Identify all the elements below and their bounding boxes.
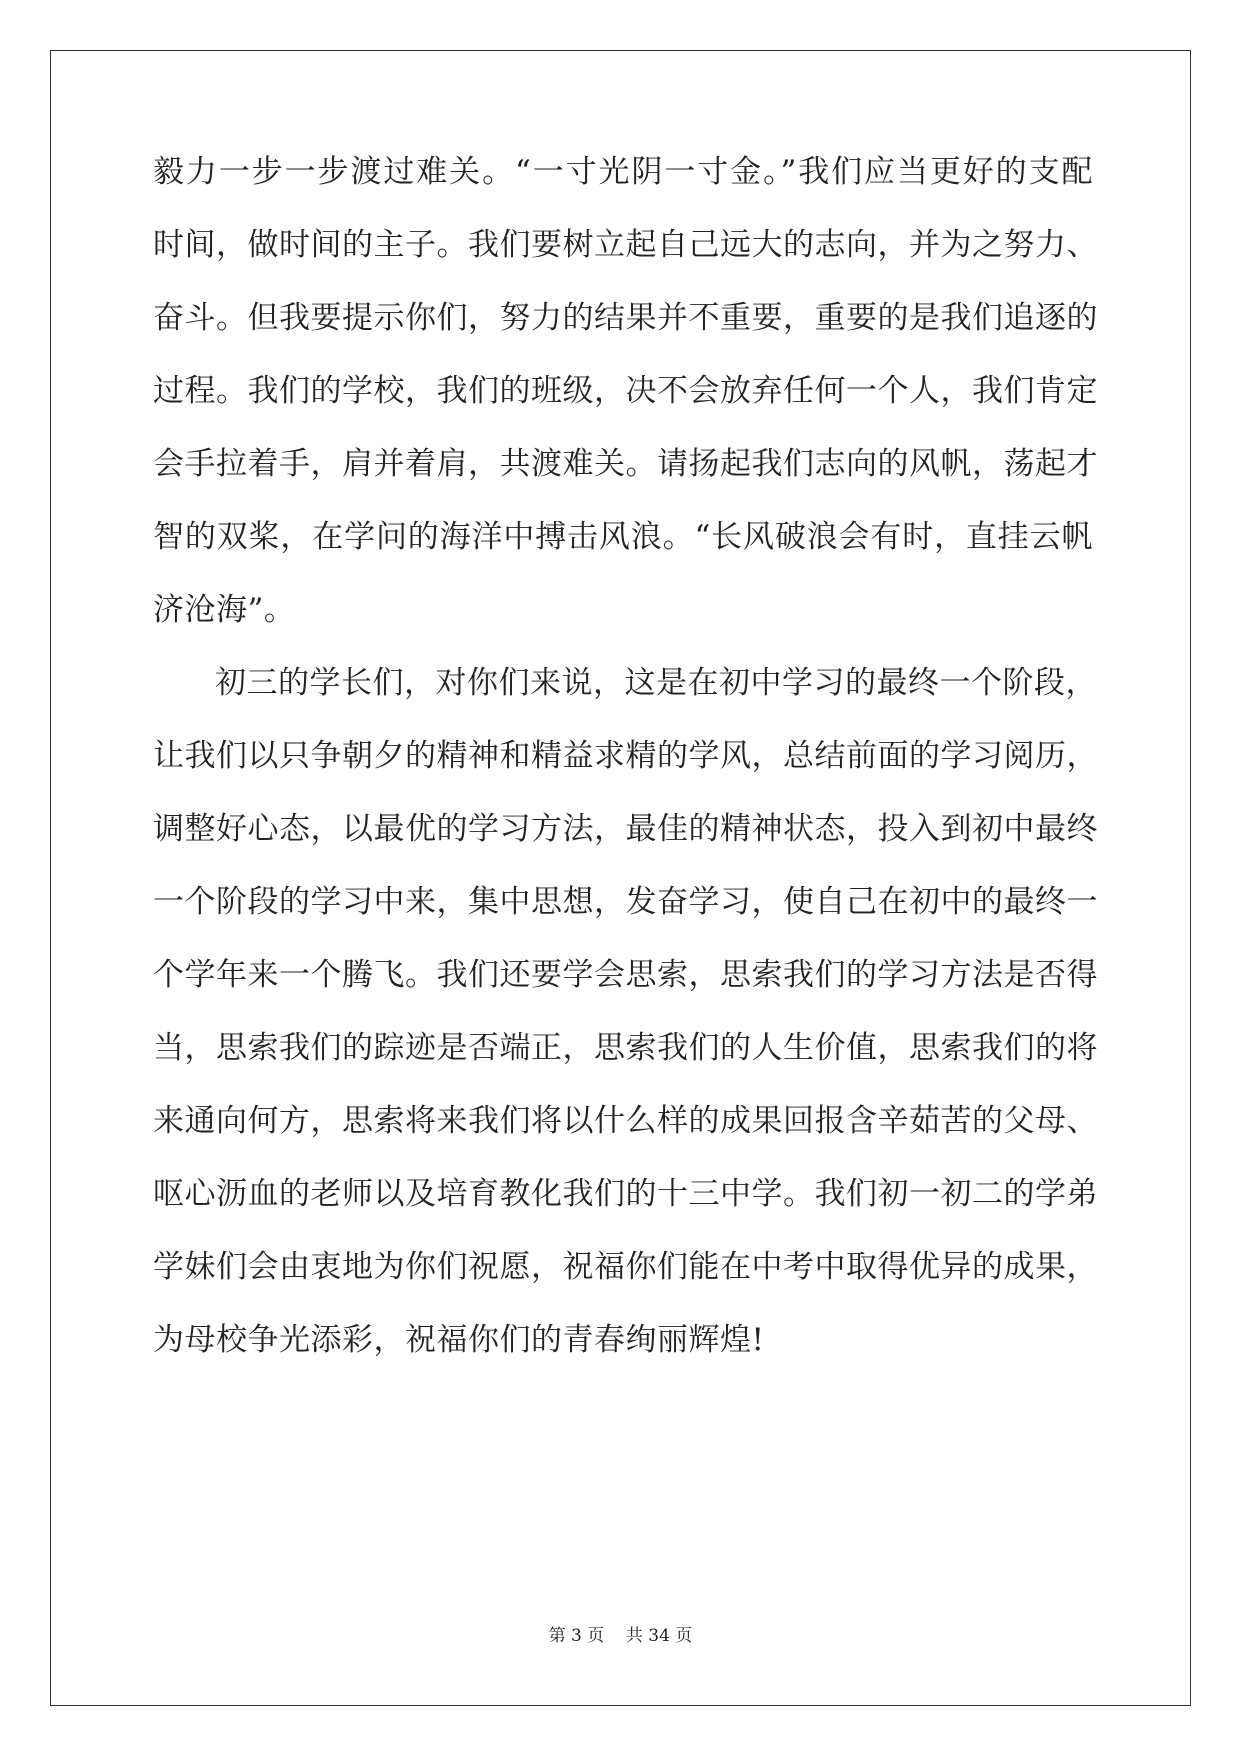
paragraph-2-line-3: 调整好心态，以最优的学习方法，最佳的精神状态，投入到初中最终 [153,811,1098,847]
paragraph-1-line-5: 会手拉着手，肩并着肩，共渡难关。请扬起我们志向的风帆，荡起才 [153,446,1098,482]
paragraph-2-line-10: 为母校争光添彩，祝福你们的青春绚丽辉煌! [153,1322,765,1358]
page-number-footer: 第 3 页 共 34 页 [548,1626,693,1646]
paragraph-2-line-5: 个学年来一个腾飞。我们还要学会思索，思索我们的学习方法是否得 [153,957,1098,993]
paragraph-1-line-1: 毅力一步一步渡过难关。“一寸光阴一寸金。”我们应当更好的支配 [153,154,1093,190]
paragraph-2-line-8: 呕心沥血的老师以及培育教化我们的十三中学。我们初一初二的学弟 [153,1176,1098,1212]
paragraph-2-line-6: 当，思索我们的踪迹是否端正，思索我们的人生价值，思索我们的将 [153,1030,1098,1066]
paragraph-2-line-7: 来通向何方，思索将来我们将以什么样的成果回报含辛茹苦的父母、 [153,1103,1098,1139]
paragraph-1-line-6: 智的双桨，在学问的海洋中搏击风浪。“长风破浪会有时，直挂云帆 [153,519,1093,555]
paragraph-1-line-4: 过程。我们的学校，我们的班级，决不会放弃任何一个人，我们肯定 [153,373,1098,409]
paragraph-1-line-2: 时间，做时间的主子。我们要树立起自己远大的志向，并为之努力、 [153,227,1098,263]
paragraph-2-line-4: 一个阶段的学习中来，集中思想，发奋学习，使自己在初中的最终一 [153,884,1098,920]
paragraph-2-line-1: 初三的学长们，对你们来说，这是在初中学习的最终一个阶段， [215,665,1097,701]
paragraph-1-line-7: 济沧海”。 [153,592,296,628]
paragraph-2-line-9: 学妹们会由衷地为你们祝愿，祝福你们能在中考中取得优异的成果， [153,1249,1098,1285]
paragraph-1-line-3: 奋斗。但我要提示你们，努力的结果并不重要，重要的是我们追逐的 [153,300,1098,336]
paragraph-2-line-2: 让我们以只争朝夕的精神和精益求精的学风，总结前面的学习阅历， [153,738,1098,774]
